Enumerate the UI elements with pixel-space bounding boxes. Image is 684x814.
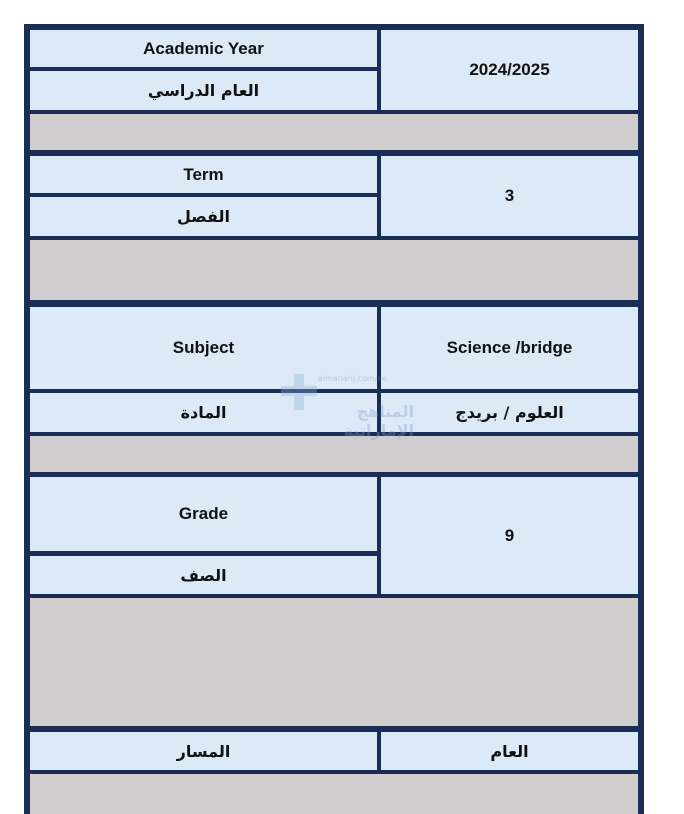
separator-row (30, 436, 638, 472)
track-value-ar: العام (381, 732, 638, 770)
term-label-ar: الفصل (30, 197, 377, 236)
academic-year-value: 2024/2025 (381, 30, 638, 110)
subject-value-en: Science /bridge (381, 307, 638, 389)
term-value: 3 (381, 156, 638, 236)
separator-row (30, 114, 638, 150)
separator-row (30, 774, 638, 814)
grade-label-en: Grade (30, 477, 377, 551)
subject-value-ar: العلوم / بريدج (381, 393, 638, 432)
grade-label-ar: الصف (30, 556, 377, 594)
subject-label-en: Subject (30, 307, 377, 389)
track-label-ar: المسار (30, 732, 377, 770)
subject-label-ar: المادة (30, 393, 377, 432)
separator-row (30, 240, 638, 300)
watermark-url: almanahj.com/ae (318, 374, 388, 383)
cover-info-table (24, 24, 644, 814)
academic-year-label-ar: العام الدراسي (30, 71, 377, 110)
watermark-text: المناهج الإماراتية (343, 402, 414, 440)
term-label-en: Term (30, 156, 377, 193)
grade-value: 9 (381, 477, 638, 594)
separator-row (30, 598, 638, 726)
academic-year-label-en: Academic Year (30, 30, 377, 67)
